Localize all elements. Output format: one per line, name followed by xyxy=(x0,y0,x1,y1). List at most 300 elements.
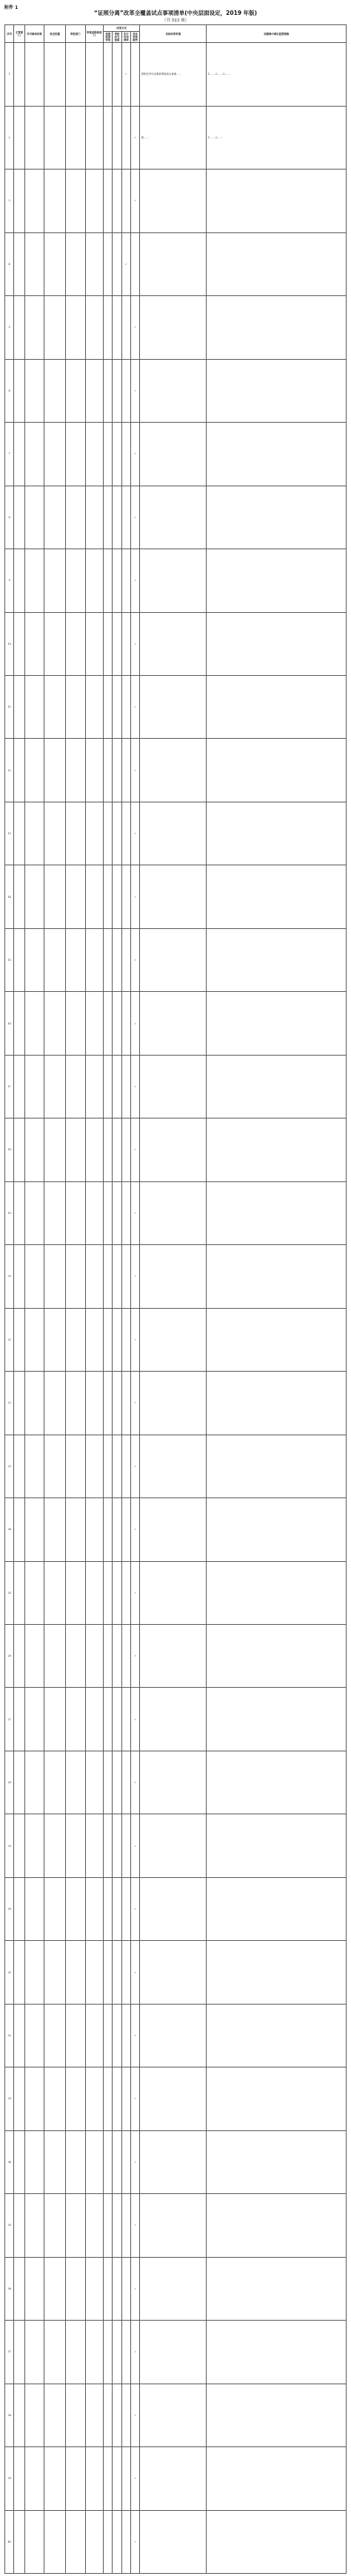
cell-reform-mode-1 xyxy=(113,359,121,422)
col-header-content: 具体改革举措 xyxy=(140,25,207,43)
cell-reform-mode-2 xyxy=(121,1055,130,1118)
cell-item xyxy=(24,2067,44,2130)
cell-item xyxy=(24,1498,44,1561)
reform-items-table xyxy=(4,24,347,2574)
cell-authority xyxy=(65,359,85,422)
cell-reform-mode-1 xyxy=(113,486,121,549)
cell-basis xyxy=(44,675,66,738)
cell-reform-mode-3: ✓ xyxy=(130,170,139,232)
cell-no: 36 xyxy=(5,2257,14,2320)
cell-content xyxy=(140,2194,207,2257)
cell-basis xyxy=(44,2321,66,2384)
cell-item xyxy=(24,1435,44,1497)
cell-reform-mode-3: ✓ xyxy=(130,2130,139,2193)
col-header-reform-optimize: 优化审批服务 xyxy=(130,32,139,43)
cell-authority xyxy=(65,1751,85,1814)
cell-no: 25 xyxy=(5,1561,14,1624)
cell-content xyxy=(140,1688,207,1751)
cell-reform-mode-2 xyxy=(121,423,130,486)
cell-reform-mode-0 xyxy=(104,106,113,169)
cell-content xyxy=(140,1625,207,1688)
cell-reform-mode-1 xyxy=(113,1372,121,1435)
cell-reform-mode-2 xyxy=(121,1498,130,1561)
cell-dept xyxy=(14,2384,24,2446)
cell-dept xyxy=(14,1118,24,1181)
cell-content xyxy=(140,2510,207,2573)
cell-basis xyxy=(44,2004,66,2067)
cell-level xyxy=(85,1118,104,1181)
cell-reform-mode-3: ✓ xyxy=(130,2257,139,2320)
cell-reform-mode-2 xyxy=(121,2194,130,2257)
table-row xyxy=(5,2004,347,2067)
cell-reform-mode-1 xyxy=(113,2447,121,2510)
cell-measures xyxy=(207,1498,347,1561)
table-row xyxy=(5,1245,347,1308)
cell-reform-mode-2 xyxy=(121,2510,130,2573)
cell-dept xyxy=(14,1877,24,1940)
cell-no: 32 xyxy=(5,2004,14,2067)
page-title: “证照分离”改革全覆盖试点事项清单(中央层面设定，2019 年版) xyxy=(93,10,258,16)
cell-level xyxy=(85,1625,104,1688)
cell-authority xyxy=(65,296,85,359)
cell-reform-mode-1 xyxy=(113,1625,121,1688)
cell-content xyxy=(140,675,207,738)
table-row xyxy=(5,296,347,359)
cell-dept xyxy=(14,2004,24,2067)
cell-measures xyxy=(207,1245,347,1308)
cell-no: 28 xyxy=(5,1751,14,1814)
cell-basis xyxy=(44,2194,66,2257)
cell-reform-mode-0 xyxy=(104,2004,113,2067)
table-row xyxy=(5,2130,347,2193)
cell-measures xyxy=(207,1877,347,1940)
cell-reform-mode-0 xyxy=(104,1941,113,2004)
col-header-reform-promise: 实行告知承诺 xyxy=(121,32,130,43)
table-row xyxy=(5,2194,347,2257)
cell-reform-mode-3: ✓ xyxy=(130,802,139,865)
cell-authority xyxy=(65,2130,85,2193)
cell-no: 27 xyxy=(5,1688,14,1751)
cell-dept xyxy=(14,1625,24,1688)
cell-measures xyxy=(207,739,347,802)
cell-reform-mode-1 xyxy=(113,2510,121,2573)
cell-reform-mode-0 xyxy=(104,43,113,106)
cell-measures xyxy=(207,2321,347,2384)
cell-reform-mode-3: ✓ xyxy=(130,359,139,422)
cell-basis xyxy=(44,1372,66,1435)
table-row xyxy=(5,1814,347,1877)
cell-reform-mode-2 xyxy=(121,1245,130,1308)
col-header-dept: 主管部门 xyxy=(14,25,24,43)
cell-reform-mode-1 xyxy=(113,865,121,928)
cell-reform-mode-0 xyxy=(104,1308,113,1371)
cell-content xyxy=(140,486,207,549)
cell-dept xyxy=(14,170,24,232)
cell-reform-mode-0 xyxy=(104,928,113,991)
cell-no: 9 xyxy=(5,549,14,612)
cell-reform-mode-1 xyxy=(113,612,121,675)
cell-content xyxy=(140,612,207,675)
cell-item xyxy=(24,1625,44,1688)
cell-authority xyxy=(65,43,85,106)
cell-reform-mode-1 xyxy=(113,992,121,1055)
table-row xyxy=(5,928,347,991)
cell-measures xyxy=(207,549,347,612)
cell-level xyxy=(85,1561,104,1624)
table-row xyxy=(5,1372,347,1435)
cell-basis xyxy=(44,1498,66,1561)
cell-basis xyxy=(44,296,66,359)
cell-measures xyxy=(207,675,347,738)
table-row xyxy=(5,43,347,106)
table-row xyxy=(5,865,347,928)
cell-reform-mode-1 xyxy=(113,2004,121,2067)
cell-reform-mode-1 xyxy=(113,1877,121,1940)
cell-basis xyxy=(44,1877,66,1940)
table-row xyxy=(5,1118,347,1181)
cell-basis xyxy=(44,486,66,549)
cell-authority xyxy=(65,232,85,295)
cell-no: 33 xyxy=(5,2067,14,2130)
cell-reform-mode-0 xyxy=(104,2321,113,2384)
table-row xyxy=(5,612,347,675)
cell-level xyxy=(85,675,104,738)
cell-basis xyxy=(44,2447,66,2510)
cell-level xyxy=(85,232,104,295)
cell-no: 16 xyxy=(5,992,14,1055)
cell-item xyxy=(24,43,44,106)
cell-reform-mode-2 xyxy=(121,739,130,802)
cell-level xyxy=(85,2447,104,2510)
cell-reform-mode-2 xyxy=(121,1941,130,2004)
cell-reform-mode-3: ✓ xyxy=(130,1245,139,1308)
table-row xyxy=(5,2510,347,2573)
cell-no: 18 xyxy=(5,1118,14,1181)
cell-reform-mode-3: ✓ xyxy=(130,2510,139,2573)
cell-item xyxy=(24,739,44,802)
cell-no: 15 xyxy=(5,928,14,991)
cell-basis xyxy=(44,992,66,1055)
col-header-reform-group: 改革方式 xyxy=(104,25,140,32)
cell-content: 将相关许可由事前审批改为备案…… xyxy=(140,43,207,106)
cell-level xyxy=(85,296,104,359)
cell-dept xyxy=(14,43,24,106)
cell-dept xyxy=(14,2510,24,2573)
cell-dept xyxy=(14,802,24,865)
cell-basis xyxy=(44,739,66,802)
cell-authority xyxy=(65,1308,85,1371)
cell-reform-mode-2 xyxy=(121,1751,130,1814)
cell-reform-mode-3: ✓ xyxy=(130,1941,139,2004)
cell-item xyxy=(24,1055,44,1118)
cell-level xyxy=(85,106,104,169)
cell-content xyxy=(140,1118,207,1181)
cell-reform-mode-2 xyxy=(121,1435,130,1497)
cell-dept xyxy=(14,2321,24,2384)
cell-dept xyxy=(14,1941,24,2004)
cell-dept xyxy=(14,106,24,169)
cell-item xyxy=(24,1245,44,1308)
cell-authority xyxy=(65,739,85,802)
cell-no: 2 xyxy=(5,106,14,169)
cell-reform-mode-2 xyxy=(121,2447,130,2510)
cell-reform-mode-3: ✓ xyxy=(130,1118,139,1181)
cell-reform-mode-0 xyxy=(104,1561,113,1624)
cell-content xyxy=(140,802,207,865)
cell-item xyxy=(24,1688,44,1751)
cell-item xyxy=(24,359,44,422)
cell-reform-mode-2 xyxy=(121,2384,130,2446)
cell-dept xyxy=(14,359,24,422)
table-row xyxy=(5,1055,347,1118)
cell-authority xyxy=(65,2194,85,2257)
cell-dept xyxy=(14,1688,24,1751)
cell-basis xyxy=(44,928,66,991)
cell-content: 将…… xyxy=(140,106,207,169)
cell-reform-mode-1 xyxy=(113,1308,121,1371)
cell-reform-mode-3: ✓ xyxy=(130,1181,139,1244)
cell-content xyxy=(140,928,207,991)
cell-level xyxy=(85,2384,104,2446)
cell-reform-mode-0 xyxy=(104,2384,113,2446)
cell-item xyxy=(24,423,44,486)
cell-dept xyxy=(14,1372,24,1435)
cell-no: 20 xyxy=(5,1245,14,1308)
cell-content xyxy=(140,549,207,612)
cell-content xyxy=(140,2321,207,2384)
cell-measures xyxy=(207,232,347,295)
cell-basis xyxy=(44,43,66,106)
cell-level xyxy=(85,2194,104,2257)
cell-level xyxy=(85,802,104,865)
cell-no: 29 xyxy=(5,1814,14,1877)
cell-no: 5 xyxy=(5,296,14,359)
cell-no: 6 xyxy=(5,359,14,422)
cell-authority xyxy=(65,1814,85,1877)
cell-item xyxy=(24,2321,44,2384)
cell-reform-mode-3 xyxy=(130,232,139,295)
cell-reform-mode-0 xyxy=(104,1245,113,1308)
table-row xyxy=(5,2321,347,2384)
cell-reform-mode-0 xyxy=(104,423,113,486)
cell-dept xyxy=(14,928,24,991)
cell-no: 17 xyxy=(5,1055,14,1118)
col-header-reform-cancel: 直接取消审批 xyxy=(104,32,113,43)
cell-level xyxy=(85,612,104,675)
cell-basis xyxy=(44,1435,66,1497)
col-header-item: 许可事项名称 xyxy=(24,25,44,43)
cell-reform-mode-0 xyxy=(104,2067,113,2130)
cell-reform-mode-1 xyxy=(113,232,121,295)
cell-reform-mode-1 xyxy=(113,2130,121,2193)
cell-dept xyxy=(14,1435,24,1497)
cell-reform-mode-3: ✓ xyxy=(130,1688,139,1751)
cell-reform-mode-3: ✓ xyxy=(130,1751,139,1814)
cell-reform-mode-1 xyxy=(113,43,121,106)
cell-item xyxy=(24,2384,44,2446)
cell-reform-mode-0 xyxy=(104,1877,113,1940)
cell-level xyxy=(85,2257,104,2320)
cell-level xyxy=(85,1877,104,1940)
cell-basis xyxy=(44,549,66,612)
cell-basis xyxy=(44,2067,66,2130)
cell-measures xyxy=(207,1308,347,1371)
cell-basis xyxy=(44,865,66,928)
cell-content xyxy=(140,2130,207,2193)
cell-dept xyxy=(14,2447,24,2510)
cell-reform-mode-1 xyxy=(113,2321,121,2384)
cell-reform-mode-2 xyxy=(121,1877,130,1940)
cell-item xyxy=(24,1814,44,1877)
cell-reform-mode-3: ✓ xyxy=(130,612,139,675)
col-header-authority: 审批部门 xyxy=(65,25,85,43)
cell-measures xyxy=(207,2130,347,2193)
cell-reform-mode-1 xyxy=(113,1751,121,1814)
cell-dept xyxy=(14,486,24,549)
cell-measures xyxy=(207,865,347,928)
cell-authority xyxy=(65,106,85,169)
cell-content xyxy=(140,992,207,1055)
cell-reform-mode-3: ✓ xyxy=(130,1308,139,1371)
cell-content xyxy=(140,1498,207,1561)
cell-reform-mode-2 xyxy=(121,359,130,422)
cell-basis xyxy=(44,170,66,232)
cell-authority xyxy=(65,170,85,232)
cell-dept xyxy=(14,423,24,486)
cell-basis xyxy=(44,232,66,295)
cell-basis xyxy=(44,1561,66,1624)
table-row xyxy=(5,2257,347,2320)
table-row xyxy=(5,1688,347,1751)
table-row xyxy=(5,423,347,486)
cell-content xyxy=(140,2447,207,2510)
cell-content xyxy=(140,359,207,422)
cell-reform-mode-3: ✓ xyxy=(130,928,139,991)
cell-authority xyxy=(65,1561,85,1624)
cell-content xyxy=(140,865,207,928)
table-row xyxy=(5,1877,347,1940)
cell-basis xyxy=(44,106,66,169)
cell-level xyxy=(85,1435,104,1497)
cell-reform-mode-3: ✓ xyxy=(130,1372,139,1435)
cell-reform-mode-3: ✓ xyxy=(130,1625,139,1688)
cell-basis xyxy=(44,1688,66,1751)
cell-measures xyxy=(207,2447,347,2510)
cell-measures xyxy=(207,2384,347,2446)
table-row xyxy=(5,170,347,232)
cell-level xyxy=(85,423,104,486)
cell-basis xyxy=(44,2257,66,2320)
cell-reform-mode-3: ✓ xyxy=(130,1561,139,1624)
cell-content xyxy=(140,2067,207,2130)
cell-dept xyxy=(14,739,24,802)
cell-reform-mode-0 xyxy=(104,486,113,549)
cell-item xyxy=(24,2447,44,2510)
cell-reform-mode-3: ✓ xyxy=(130,486,139,549)
cell-measures xyxy=(207,1372,347,1435)
cell-measures xyxy=(207,1688,347,1751)
cell-reform-mode-1 xyxy=(113,802,121,865)
cell-reform-mode-3: ✓ xyxy=(130,865,139,928)
cell-authority xyxy=(65,1625,85,1688)
cell-authority xyxy=(65,2321,85,2384)
cell-item xyxy=(24,612,44,675)
table-row xyxy=(5,1561,347,1624)
cell-reform-mode-2 xyxy=(121,1688,130,1751)
cell-no: 10 xyxy=(5,612,14,675)
cell-item xyxy=(24,992,44,1055)
table-row xyxy=(5,802,347,865)
cell-reform-mode-0 xyxy=(104,1372,113,1435)
cell-measures xyxy=(207,992,347,1055)
cell-authority xyxy=(65,1372,85,1435)
cell-reform-mode-2 xyxy=(121,2004,130,2067)
cell-authority xyxy=(65,486,85,549)
cell-reform-mode-2 xyxy=(121,612,130,675)
cell-no: 1 xyxy=(5,43,14,106)
cell-level xyxy=(85,1688,104,1751)
col-header-basis: 设定依据 xyxy=(44,25,66,43)
cell-content xyxy=(140,1561,207,1624)
cell-measures xyxy=(207,423,347,486)
cell-no: 4 xyxy=(5,232,14,295)
cell-item xyxy=(24,1751,44,1814)
cell-level xyxy=(85,359,104,422)
cell-reform-mode-3: ✓ xyxy=(130,2321,139,2384)
cell-level xyxy=(85,1245,104,1308)
table-row xyxy=(5,1435,347,1497)
cell-measures xyxy=(207,2194,347,2257)
cell-item xyxy=(24,232,44,295)
cell-basis xyxy=(44,2130,66,2193)
cell-basis xyxy=(44,802,66,865)
cell-reform-mode-1 xyxy=(113,1561,121,1624)
cell-authority xyxy=(65,1498,85,1561)
cell-measures xyxy=(207,1118,347,1181)
cell-item xyxy=(24,2004,44,2067)
table-row xyxy=(5,2067,347,2130)
cell-reform-mode-3: ✓ xyxy=(130,675,139,738)
cell-reform-mode-1 xyxy=(113,549,121,612)
cell-reform-mode-1 xyxy=(113,170,121,232)
cell-measures xyxy=(207,296,347,359)
cell-item xyxy=(24,865,44,928)
cell-content xyxy=(140,739,207,802)
cell-basis xyxy=(44,1055,66,1118)
cell-reform-mode-2 xyxy=(121,2130,130,2193)
cell-measures xyxy=(207,2510,347,2573)
cell-dept xyxy=(14,1561,24,1624)
cell-authority xyxy=(65,1245,85,1308)
cell-reform-mode-1 xyxy=(113,106,121,169)
cell-dept xyxy=(14,612,24,675)
cell-level xyxy=(85,170,104,232)
cell-basis xyxy=(44,612,66,675)
cell-no: 40 xyxy=(5,2510,14,2573)
cell-reform-mode-0 xyxy=(104,1181,113,1244)
cell-basis xyxy=(44,1308,66,1371)
cell-dept xyxy=(14,2130,24,2193)
cell-reform-mode-2 xyxy=(121,1181,130,1244)
cell-reform-mode-2 xyxy=(121,1372,130,1435)
cell-measures xyxy=(207,1941,347,2004)
cell-reform-mode-3: ✓ xyxy=(130,1814,139,1877)
cell-level xyxy=(85,2004,104,2067)
cell-measures xyxy=(207,486,347,549)
cell-item xyxy=(24,1372,44,1435)
col-header-level: 审批层级和部门 xyxy=(85,25,104,43)
cell-no: 37 xyxy=(5,2321,14,2384)
